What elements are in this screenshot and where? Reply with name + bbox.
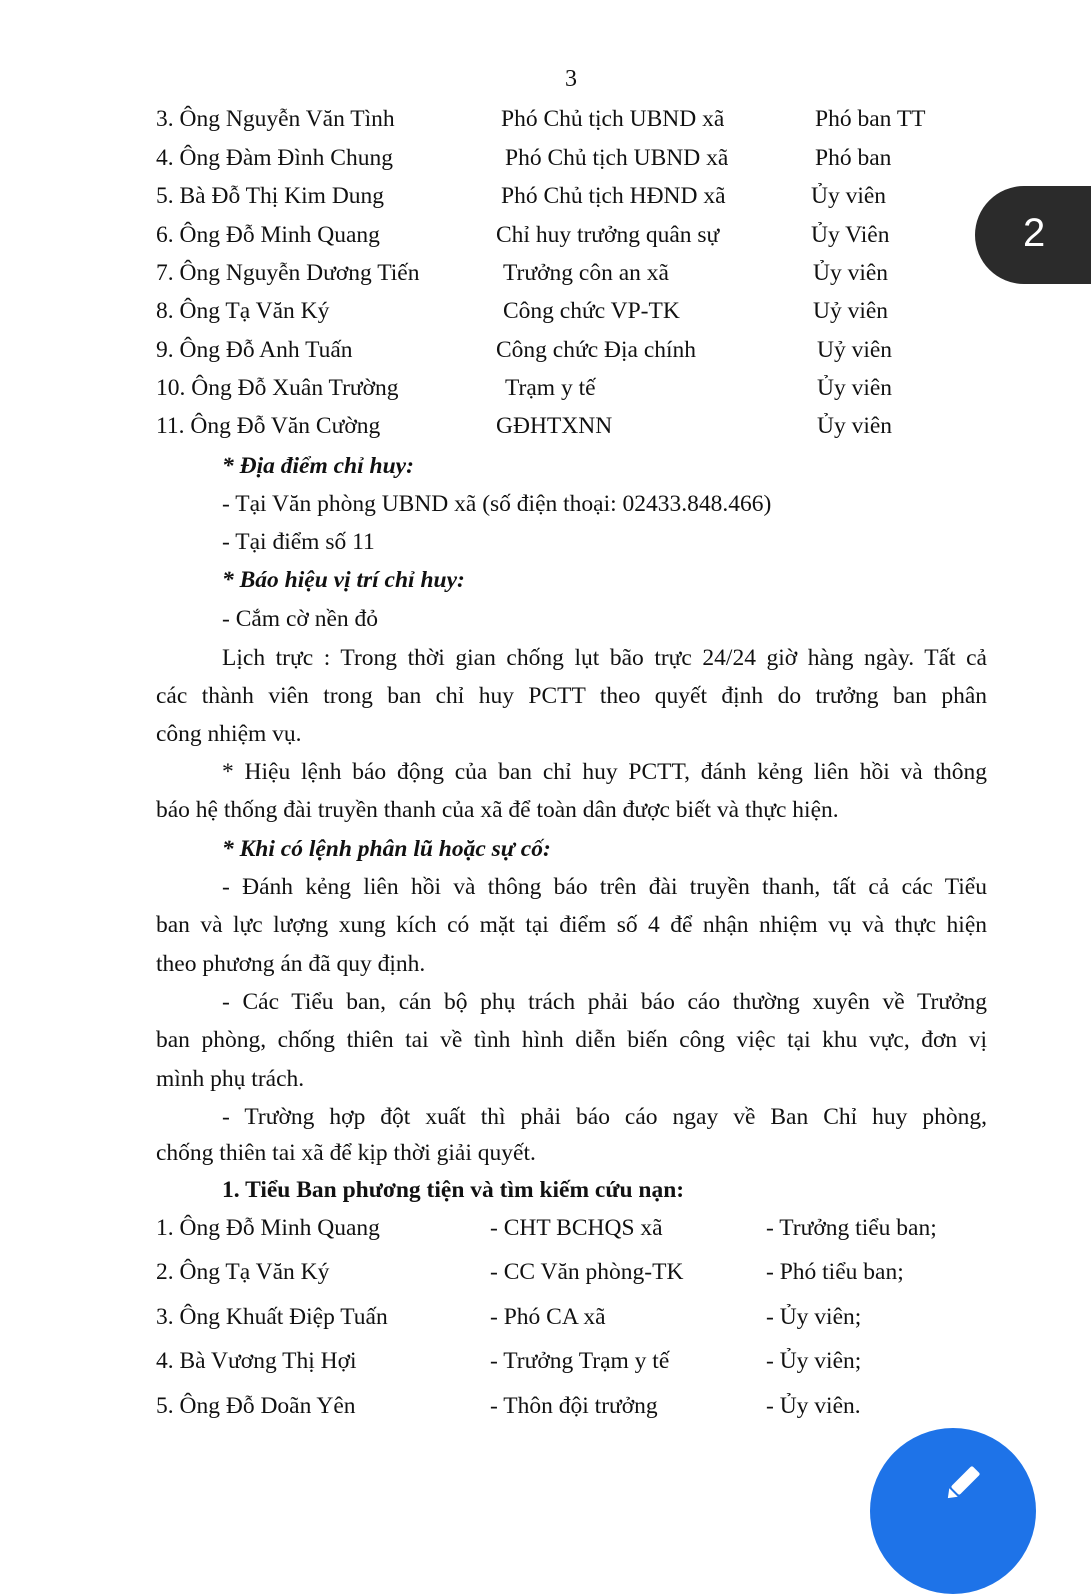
- member-name: 10. Ông Đỗ Xuân Trường: [156, 375, 399, 401]
- table-row: [0, 1259, 1000, 1289]
- member-name: 3. Ông Khuất Điệp Tuấn: [156, 1304, 388, 1330]
- table-row: [0, 1304, 1000, 1334]
- command-location-heading: * Địa điểm chỉ huy:: [222, 453, 414, 479]
- table-row: [0, 145, 1000, 175]
- member-role: Ủy viên: [813, 260, 889, 286]
- member-position: - CHT BCHQS xã: [490, 1215, 663, 1241]
- table-row: [0, 1393, 1000, 1423]
- member-position: Phó Chủ tịch UBND xã: [505, 145, 729, 171]
- member-position: - Trưởng Trạm y tế: [490, 1348, 670, 1374]
- flood-order-line: ban và lực lượng xung kích có mặt tại điểm số 4 để nhận nhiệm vụ và thực hiện: [156, 912, 987, 938]
- member-name: 2. Ông Tạ Văn Ký: [156, 1259, 330, 1285]
- member-role: Ủy viên: [817, 375, 893, 401]
- page-number: 3: [565, 66, 577, 92]
- command-location-item: - Tại Văn phòng UBND xã (số điện thoại: 02433.848.466): [222, 491, 772, 517]
- member-name: 4. Ông Đàm Đình Chung: [156, 145, 393, 171]
- pencil-icon: [942, 1464, 982, 1504]
- member-position: Trưởng côn an xã: [503, 260, 669, 286]
- member-role: Uỷ viên: [813, 298, 889, 324]
- member-position: Phó Chủ tịch HĐND xã: [501, 183, 726, 209]
- table-row: [0, 298, 1000, 328]
- member-name: 11. Ông Đỗ Văn Cường: [156, 413, 381, 439]
- member-position: - Thôn đội trưởng: [490, 1393, 658, 1419]
- table-row: [0, 260, 1000, 290]
- member-name: 7. Ông Nguyễn Dương Tiến: [156, 260, 420, 286]
- member-position: Công chức Địa chính: [496, 337, 697, 363]
- flood-order-line: theo phương án đã quy định.: [156, 951, 426, 977]
- member-name: 4. Bà Vương Thị Hợi: [156, 1348, 357, 1374]
- alarm-order-line: * Hiệu lệnh báo động của ban chỉ huy PCTT, đánh kẻng liên hồi và thông: [222, 759, 987, 785]
- flood-order-line: ban phòng, chống thiên tai về tình hình diễn biến công việc tại khu vực, đơn vị: [156, 1027, 987, 1053]
- member-role: - Trưởng tiểu ban;: [766, 1215, 937, 1241]
- table-row: [0, 106, 1000, 136]
- member-role: - Ủy viên;: [766, 1304, 862, 1330]
- member-name: 3. Ông Nguyễn Văn Tình: [156, 106, 395, 132]
- member-role: - Phó tiểu ban;: [766, 1259, 904, 1285]
- flood-order-heading: * Khi có lệnh phân lũ hoặc sự cố:: [222, 836, 551, 862]
- table-row: [0, 1348, 1000, 1378]
- member-name: 5. Ông Đỗ Doãn Yên: [156, 1393, 356, 1419]
- member-role: - Ủy viên;: [766, 1348, 862, 1374]
- page-indicator-badge: [975, 186, 1091, 284]
- member-position: Trạm y tế: [505, 375, 596, 401]
- flood-order-line: - Trường hợp đột xuất thì phải báo cáo ngay về Ban Chỉ huy phòng,: [222, 1104, 987, 1130]
- table-row: [0, 222, 1000, 252]
- table-row: [0, 375, 1000, 405]
- member-position: - CC Văn phòng-TK: [490, 1259, 684, 1285]
- table-row: [0, 183, 1000, 213]
- command-signal-heading: * Báo hiệu vị trí chỉ huy:: [222, 567, 465, 593]
- edit-button[interactable]: [870, 1428, 1036, 1594]
- alarm-order-line: báo hệ thống đài truyền thanh của xã để toàn dân được biết và thực hiện.: [156, 797, 839, 823]
- member-role: Phó ban TT: [815, 106, 926, 132]
- flood-order-line: - Đánh kẻng liên hồi và thông báo trên đài truyền thanh, tất cả các Tiểu: [222, 874, 987, 900]
- table-row: [0, 413, 1000, 443]
- member-position: Chỉ huy trưởng quân sự: [496, 222, 720, 248]
- member-role: Uỷ viên: [817, 337, 893, 363]
- page-indicator-number: 2: [1023, 211, 1046, 255]
- member-position: GĐHTXNN: [496, 413, 613, 439]
- member-position: Công chức VP-TK: [503, 298, 680, 324]
- command-location-item: - Tại điểm số 11: [222, 529, 375, 555]
- flood-order-line: mình phụ trách.: [156, 1066, 305, 1092]
- subcommittee-heading: 1. Tiểu Ban phương tiện và tìm kiếm cứu nạn:: [222, 1177, 685, 1203]
- member-name: 5. Bà Đỗ Thị Kim Dung: [156, 183, 385, 209]
- member-role: Ủy Viên: [811, 222, 890, 248]
- table-row: [0, 1215, 1000, 1245]
- duty-schedule-line: công nhiệm vụ.: [156, 721, 302, 747]
- table-row: [0, 337, 1000, 367]
- member-name: 6. Ông Đỗ Minh Quang: [156, 222, 380, 248]
- command-signal-item: - Cắm cờ nền đỏ: [222, 606, 378, 632]
- member-role: Ủy viên: [817, 413, 893, 439]
- member-name: 9. Ông Đỗ Anh Tuấn: [156, 337, 353, 363]
- duty-schedule-line: Lịch trực : Trong thời gian chống lụt bão trực 24/24 giờ hàng ngày. Tất cả: [222, 645, 987, 671]
- member-role: - Ủy viên.: [766, 1393, 861, 1419]
- member-position: Phó Chủ tịch UBND xã: [501, 106, 725, 132]
- duty-schedule-line: các thành viên trong ban chỉ huy PCTT theo quyết định do trưởng ban phân: [156, 683, 987, 709]
- member-role: Phó ban: [815, 145, 892, 171]
- flood-order-line: chống thiên tai xã để kịp thời giải quyết.: [156, 1140, 536, 1166]
- member-name: 1. Ông Đỗ Minh Quang: [156, 1215, 380, 1241]
- flood-order-line: - Các Tiểu ban, cán bộ phụ trách phải báo cáo thường xuyên về Trưởng: [222, 989, 987, 1015]
- member-role: Ủy viên: [811, 183, 887, 209]
- member-position: - Phó CA xã: [490, 1304, 606, 1330]
- member-name: 8. Ông Tạ Văn Ký: [156, 298, 330, 324]
